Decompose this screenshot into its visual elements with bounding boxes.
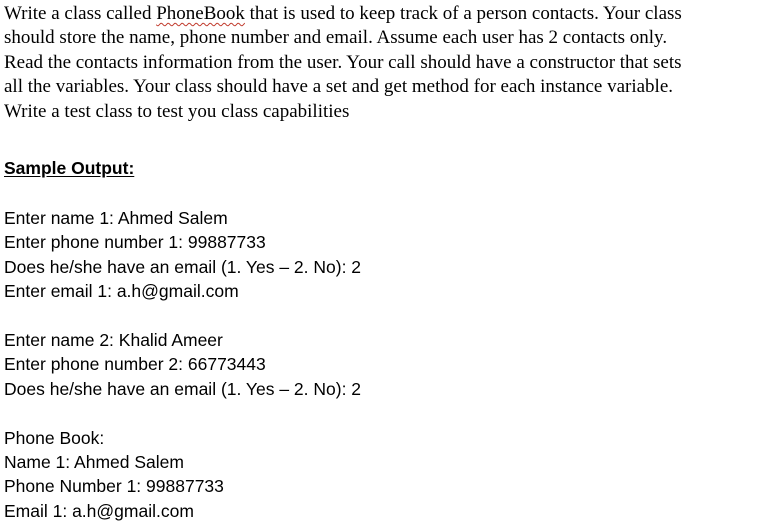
output-line: Enter name 1: Ahmed Salem bbox=[4, 208, 228, 228]
blank-line bbox=[4, 304, 361, 328]
spellcheck-flagged-word: PhoneBook bbox=[156, 3, 245, 24]
sample-output-block bbox=[4, 206, 361, 523]
output-line: Does he/she have an email (1. Yes – 2. No): 2 bbox=[4, 256, 362, 277]
output-line: Phone Number 1: 99887733 bbox=[4, 476, 224, 497]
output-line: Does he/she have an email (1. Yes – 2. No): 2 bbox=[4, 378, 362, 399]
prompt-text: Write a class called bbox=[4, 3, 157, 24]
output-line: Name 1: Ahmed Salem bbox=[4, 451, 184, 472]
blank-line bbox=[4, 401, 361, 425]
prompt-line: Read the contacts information from the user. Your call should have a constructor that sets bbox=[4, 51, 682, 73]
document-page bbox=[4, 0, 760, 521]
prompt-line: should store the name, phone number and email. Assume each user has 2 contacts only. bbox=[4, 27, 668, 49]
output-line: Enter name 2: Khalid Ameer bbox=[4, 329, 223, 350]
output-line: Enter phone number 1: 99887733 bbox=[4, 232, 266, 253]
prompt-line bbox=[4, 2, 760, 26]
output-line: Enter phone number 2: 66773443 bbox=[4, 354, 266, 375]
prompt-text: that is used to keep track of a person contacts. Your class bbox=[244, 3, 682, 24]
output-line: Phone Book: bbox=[4, 427, 105, 448]
sample-output-heading: Sample Output: bbox=[4, 158, 135, 178]
prompt-line: Write a test class to test you class capabilities bbox=[4, 100, 350, 122]
output-line: Enter email 1: a.h@gmail.com bbox=[4, 281, 239, 302]
assignment-prompt bbox=[4, 2, 760, 124]
prompt-line: all the variables. Your class should have a set and get method for each instance variable. bbox=[4, 76, 674, 98]
output-line: Email 1: a.h@gmail.com bbox=[4, 500, 194, 521]
